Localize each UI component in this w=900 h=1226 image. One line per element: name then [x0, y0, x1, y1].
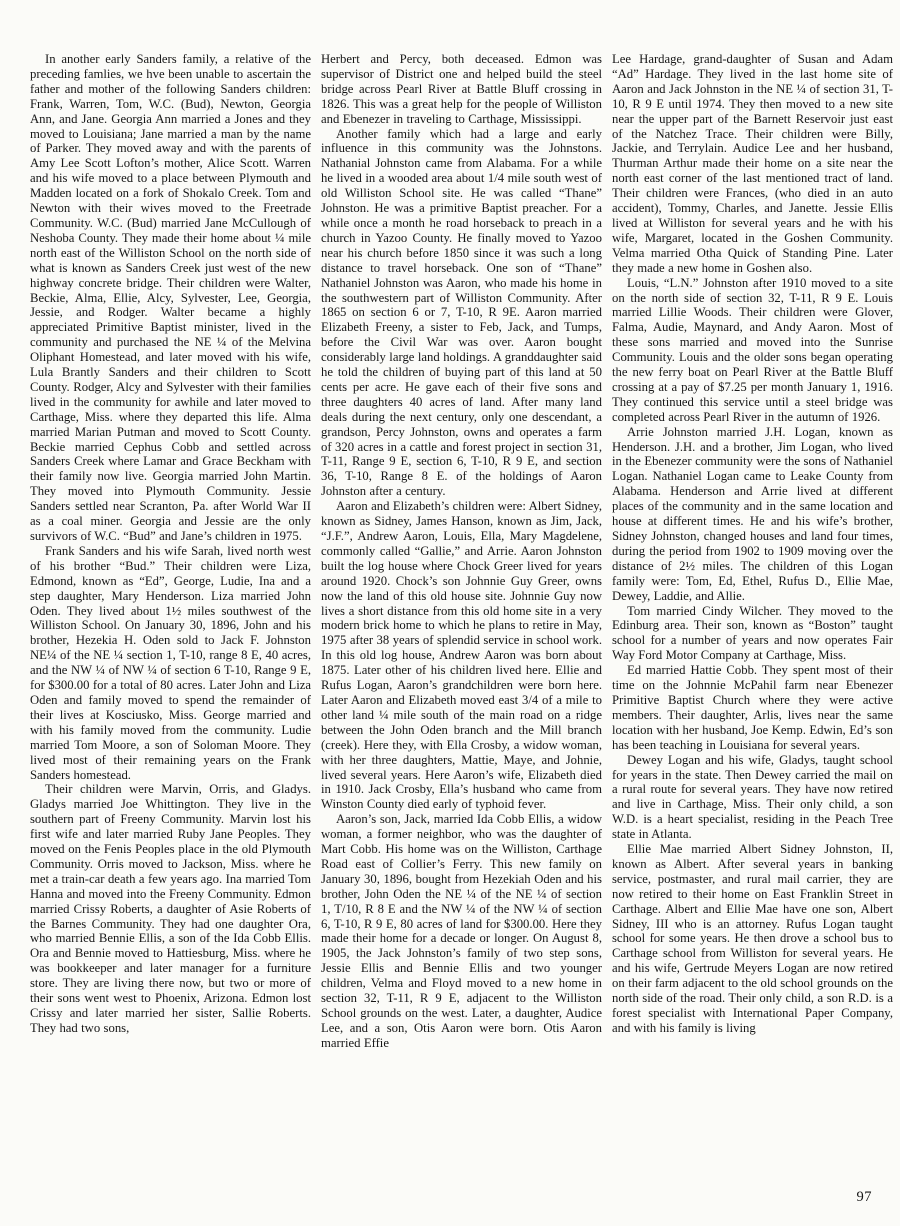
paragraph: Aaron’s son, Jack, married Ida Cobb Ellis, a widow woman, a former neighbor, who was the daughter of Mart Cobb. His home was on the Williston, Carthage Road east of Collier’s Ferry. This new family on January 30, 1896, bought from Hezekiah Oden and his brother, John Oden the NE ¼ of the NE ¼ of section 1, T/10, R 8 E and the NW ¼ of the NW ¼ of section 6, T-10, R 9 E, 80 acres of land for $300.00. Here they made their home for a decade or longer. On August 8, 1905, the Jack Johnston’s family of two step sons, Jessie Ellis and Bennie Ellis and two younger children, Velma and Floyd moved to a new home in section 32, T-11, R 9 E, adjacent to the Williston School grounds on the west. Later, a daughter, Audice Lee, and a son, Otis Aaron were born. Otis Aaron married Effie: [321, 812, 602, 1050]
paragraph: Another family which had a large and early influence in this community was the Johnstons. Nathanial Johnston came from Alabama. For a while he lived in a wooded area about 1/4 mile south west of old Williston School site. He was called “Thane” Johnston. He was a primitive Baptist preacher. For a while once a month he road horseback to preach in a church in Yazoo County. He finally moved to Yazoo near his church before 1850 since it was such a long distance to travel horseback. One son of “Thane” Nathaniel Johnston was Aaron, who made his home in the southwestern part of Williston Community. After 1865 on section 6 or 7, T-10, R 9E. Aaron married Elizabeth Freeny, a sister to Feb, Jack, and Tumps, before the Civil War was over. Aaron bought considerably large land holdings. A granddaughter said he told the children of buying part of this land at 50 cents per acre. He gave each of their five sons and three daughters 40 acres of land. After many land deals during the next century, only one descendant, a grandson, Percy Johnston, owns and operates a farm of 320 acres in a cattle and forest project in section 31, T-11, Range 9 E, section 6, T-10, R 9 E, and section 36, T-10, Range 8 E. of the holdings of Aaron Johnston after a century.: [321, 126, 602, 499]
text-column-1: [30, 52, 311, 1051]
paragraph: Ed married Hattie Cobb. They spent most of their time on the Johnnie McPahil farm near Ebenezer Primitive Baptist Church where they were active members. Their daughter, Arlis, lives near the same location with her husband, Joe Kemp. Edwin, Ed’s son has been teaching in Louisiana for several years.: [612, 663, 893, 752]
page-number: 97: [856, 1189, 872, 1205]
paragraph: Ellie Mae married Albert Sidney Johnston, II, known as Albert. After several years in banking service, postmaster, and rural mail carrier, they are now retired to their home on East Franklin Street in Carthage. Albert and Ellie Mae have one son, Albert Sidney, III who is an attorney. Rufus Logan taught school for some years. He then drove a school bus to Carthage school from Williston for several years. He and his wife, Gertrude Meyers Logan are now retired on their farm adjacent to the old school grounds on the north side of the road. Their only child, a son R.D. is a forest specialist with International Paper Company, and with his family is living: [612, 842, 893, 1035]
text-columns: [30, 52, 893, 1051]
text-column-2: [321, 52, 602, 1051]
paragraph: Frank Sanders and his wife Sarah, lived north west of his brother “Bud.” Their children were Liza, Edmond, known as “Ed”, George, Ludie, Ina and a step daughter, Mary Henderson. Liza married John Oden. They lived about 1½ miles southwest of the Williston School. On January 30, 1896, John and his brother, Hezekia H. Oden sold to Jack F. Johnston NE¼ of the NE ¼ section 1, T-10, range 8 E, 40 acres, and the NW ¼ of NW ¼ of section 6 T-10, Range 9 E, for $300.00 for a total of 80 acres. Later John and Liza Oden and family moved to spend the remainder of their lives at Kosciusko, Miss. George married and with his family moved from the community. Ludie married Tom Moore, a son of Soloman Moore. They lived most of their remaining years on the Frank Sanders homestead.: [30, 543, 311, 782]
paragraph-continuation: Herbert and Percy, both deceased. Edmon was supervisor of District one and helped build the steel bridge across Pearl River at Battle Bluff crossing in 1826. This was a great help for the people of Williston and Ebenezer in traveling to Carthage, Mississippi.: [321, 52, 602, 126]
paragraph-continuation: Lee Hardage, grand-daughter of Susan and Adam “Ad” Hardage. They lived in the last home site of Aaron and Jack Johnston in the NE ¼ of section 31, T-10, R 9 E until 1974. They then moved to a new site near the upper part of the Barnett Reservoir just east of the Natchez Trace. Their children were Billy, Jackie, and Terrylain. Audice Lee and her husband, Thurman Arthur made their home on a site near the north east corner of the last mentioned tract of land. Their children were Frances, (who died in an auto accident), Tommy, Charles, and Janette. Jessie Ellis lived at Williston for several years and he with his wife, Margaret, located in the Goshen Community. Velma married Otha Quick of Standing Pine. Later they made a new home in Goshen also.: [612, 52, 893, 275]
paragraph: In another early Sanders family, a relative of the preceding famlies, we hve been unable to ascertain the father and mother of the following Sanders children: Frank, Warren, Tom, W.C. (Bud), Newton, Georgia Ann, and Jane. Georgia Ann married a Jones and they moved to Louisiana; Jane married a man by the name of Parker. They moved away and with the parents of Amy Lee Scott Lofton’s mother, Alice Scott. Warren and his wife moved to a place between Plymouth and Madden located on a fork of Shokalo Creek. Tom and Newton with their wives moved to the Freetrade Community. W.C. (Bud) married Jane McCullough of Neshoba County. They made their home about ¼ mile north east of the Williston School on the north side of what is known as Sanders Creek just west of the new highway concrete bridge. Their children were Walter, Beckie, Alma, Ellie, Alcy, Sylvester, Lee, Georgia, Jessie, and Rodger. Walter became a highly appreciated Primitive Baptist minister, lived in the community and purchased the NE ¼ of the Melvina Oliphant Homestead, and later moved with his wife, Lula Brantly Sanders and their children to Scott County. Rodger, Alcy and Sylvester with their families lived in the community for awhile and later moved to Carthage, Miss. where they departed this life. Alma married Marian Putman and moved to Scott County. Beckie married Cephus Cobb and settled across Sanders Creek where Lamar and Grace Beckham with their family now live. Georgia married John Martin. They moved into Plymouth Community. Jessie Sanders settled near Scranton, Pa. after World War II as a coal miner. Georgia and Jessie are the only survivors of W.C. “Bud” and Jane’s children in 1975.: [30, 52, 311, 543]
paragraph: Louis, “L.N.” Johnston after 1910 moved to a site on the north side of section 32, T-11, R 9 E. Louis married Lillie Woods. Their children were Glover, Falma, Audie, Maynard, and Andy Aaron. Most of these sons married and moved into the Sunrise Community. Louis and the older sons began operating the new ferry boat on Pearl River at the Battle Bluff crossing at a pay of $7.25 per month January 1, 1916. They continued this service until a steel bridge was completed across Pearl River in the autumn of 1926.: [612, 275, 893, 424]
paragraph: Their children were Marvin, Orris, and Gladys. Gladys married Joe Whittington. They live in the southern part of Freeny Community. Marvin lost his first wife and later married Ruby Jane Peoples. They moved on the Fenis Peoples place in the old Plymouth Community. Orris moved to Jackson, Miss. where he met a train-car death a few years ago. Ina married Tom Hanna and moved into the Freeny Community. Edmon married Crissy Roberts, a daughter of Asie Roberts of the Barnes Community. They had one daughter Ora, who married Bennie Ellis, a son of the Ida Cobb Ellis. Ora and Bennie moved to Hattiesburg, Miss. where he was bookkeeper and later manager for a furniture store. They are living there now, but two or more of their sons went west to Phoenix, Arizona. Edmon lost Crissy and later married her sister, Sallie Roberts. They had two sons,: [30, 782, 311, 1035]
paragraph: Aaron and Elizabeth’s children were: Albert Sidney, known as Sidney, James Hanson, known as Jim, Jack, “J.F.”, Andrew Aaron, Louis, Ella, Mary Magdelene, commonly called “Gallie,” and Arrie. Aaron Johnston built the log house where Chock Greer lived for years around 1920. Chock’s son Johnnie Guy Greer, owns now the land of this old house site. Johnnie Guy now lives a short distance from this old home site in a very modern brick home to which he plans to retire in May, 1975 after 38 years of splendid service in school work. In this old log house, Andrew Aaron was born about 1875. Later other of his children lived here. Ellie and Rufus Logan, Aaron’s grandchildren were born here. Later Aaron and Elizabeth moved east 3/4 of a mile to other land ¼ mile south of the main road on a ridge between the John Oden branch and the Mill branch (creek). Here they, with Ella Crosby, a widow woman, with her three daughters, Mattie, Maye, and Johnie, lived several years. Here Aaron’s wife, Elizabeth died in 1910. Jack Crosby, Ella’s husband who came from Winston County died early of typhoid fever.: [321, 499, 602, 812]
paragraph: Dewey Logan and his wife, Gladys, taught school for years in the state. Then Dewey carried the mail on a rural route for several years. They have now retired and live in Carthage, Miss. Their only child, a son W.D. is a heart specialist, residing in the Peach Tree state in Atlanta.: [612, 752, 893, 842]
paragraph: Tom married Cindy Wilcher. They moved to the Edinburg area. Their son, known as “Boston” taught school for a number of years and now operates Fair Way Ford Motor Company at Carthage, Miss.: [612, 603, 893, 663]
text-column-3: [612, 52, 893, 1051]
paragraph: Arrie Johnston married J.H. Logan, known as Henderson. J.H. and a brother, Jim Logan, who lived in the Ebenezer community were the sons of Nathaniel Logan. Nathaniel Logan came to Leake County from Alabama. Henderson and Arrie lived at different places of the community and in the same location and house at different times. He and his wife’s brother, Sidney Johnston, changed houses and land four times, during the period from 1902 to 1909 moving over the distance of 2½ miles. The children of this Logan family were: Tom, Ed, Ethel, Rufus D., Ellie Mae, Dewey, Laddie, and Allie.: [612, 424, 893, 603]
